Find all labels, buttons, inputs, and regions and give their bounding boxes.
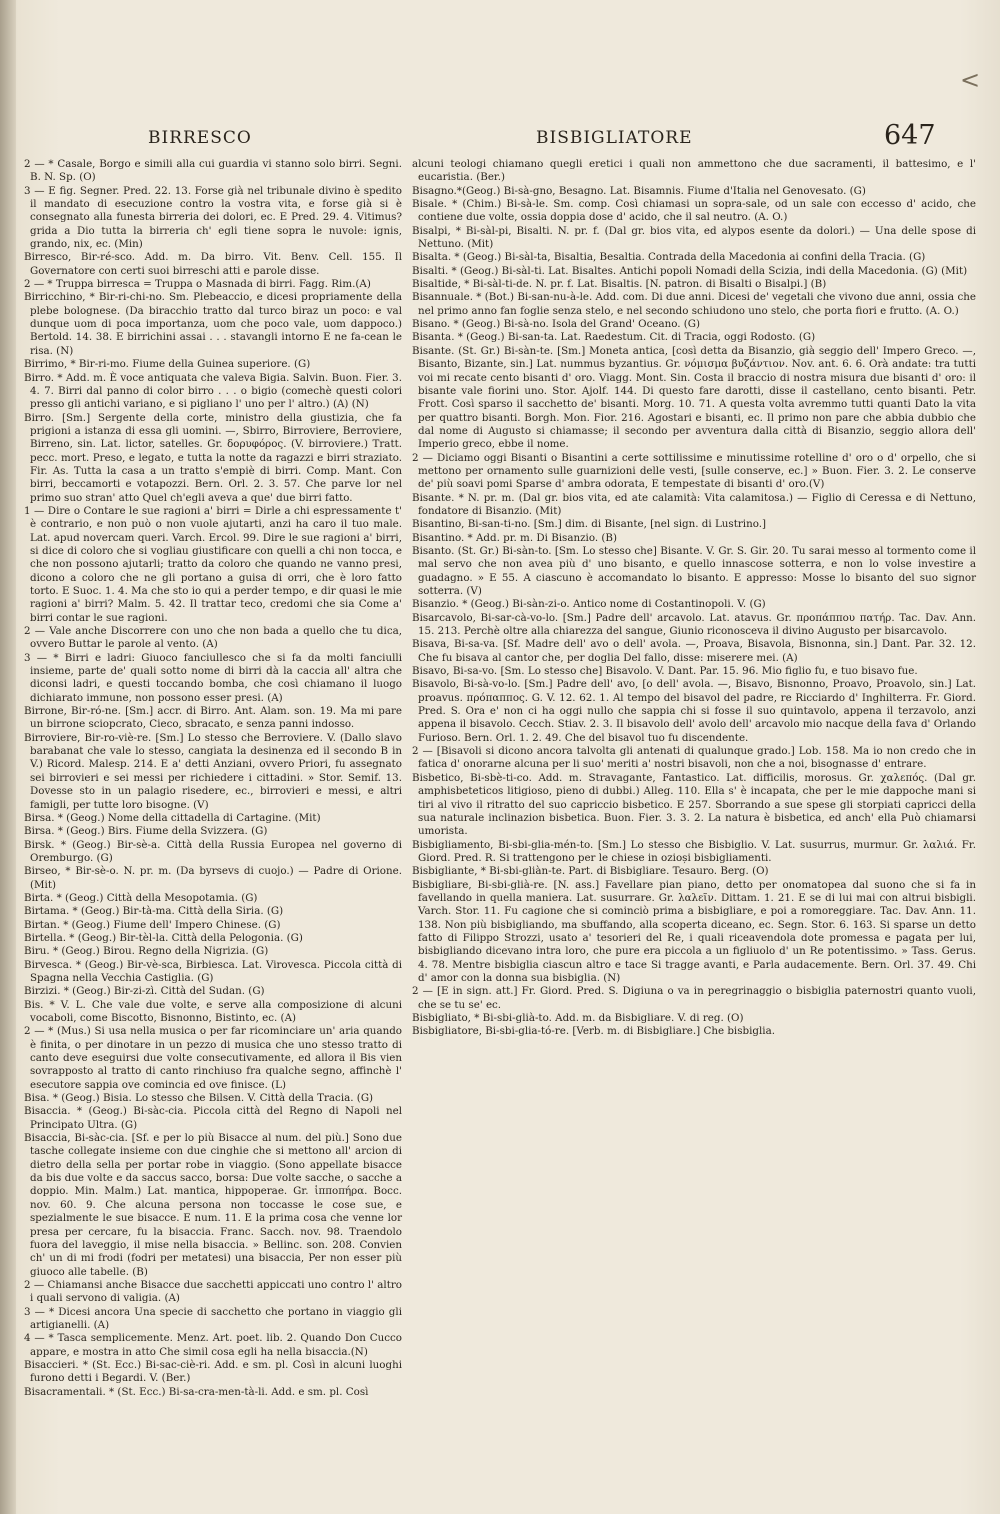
dictionary-entry: Birro. [Sm.] Sergente della corte, ministro della giustizia, che fa prigioni a istanza di essa gli uomini. —, Sbirro, Birroviere, Berroviere, Birreno, sin. Lat. lictor, satelles. Gr. δορυφόρος. (V. birroviere.) Tratt. pecc. mort. Preso, e legato, e tutta la notte da ragazzi e birri straziato. Fir. As. Tutta la casa a un tratto s'empiè di birri. Comp. Mant. Con birri, beccamorti e votapozzi. Bern. Orl. 2. 3. 57. Che parve lor nel primo suo stran' atto Quel ch'egli aveva a que' due birri fatto. bbox=[24, 411, 402, 504]
dictionary-entry: Bisaccia. * (Geog.) Bi-sàc-cia. Piccola città del Regno di Napoli nel Principato Ultra. (G) bbox=[24, 1105, 402, 1131]
dictionary-entry: 2 — Diciamo oggi Bisanti o Bisantini a certe sottilissime e minutissime rotelline d' oro o d' orpello, che si mettono per ornamento sulle guarnizioni delle vesti, [sulle conserve, ec.] » Buon. Fier. 3. 2. Le conserve de' più soavi pomi Sparse d' ambra odorata, E tempestate di bisanti d' oro.(V) bbox=[412, 451, 976, 491]
dictionary-entry: Bisbigliato, * Bi-sbi-glià-to. Add. m. da Bisbigliare. V. di reg. (O) bbox=[412, 1012, 744, 1024]
dictionary-entry: Bis. * V. L. Che vale due volte, e serve alla composizione di alcuni vocaboli, come Biscotto, Bisnonno, Bistinto, ec. (A) bbox=[24, 998, 402, 1024]
dictionary-entry: Bisale. * (Chim.) Bi-sà-le. Sm. comp. Così chiamasi un sopra-sale, od un sale con eccesso d' acido, che contiene due volte, ossia doppia dose d' acido, che il sal neutro. (A. O.) bbox=[412, 198, 976, 224]
dictionary-entry: Birvesca. * (Geog.) Bir-vè-sca, Birbiesca. Lat. Virovesca. Piccola città di Spagna nella Vecchia Castiglia. (G) bbox=[24, 958, 402, 984]
dictionary-entry: 2 — * Casale, Borgo e simili alla cui guardia vi stanno solo birri. Segni. B. N. Sp. (O) bbox=[24, 158, 402, 184]
dictionary-entry: 2 — * (Mus.) Si usa nella musica o per far ricominciare un' aria quando è finita, o per dinotare in un pezzo di musica che uno stesso tratto di canto deve eseguirsi due volte consecutivamente, ed allora il Bis vien sovrapposto al tratto di canto rinchiuso fra qualche segno, affinchè l' esecutore sappia ove comincia ed ove finisce. (L) bbox=[24, 1025, 402, 1091]
dictionary-entry: Bisbigliante, * Bi-sbi-gliàn-te. Part. di Bisbigliare. Tesauro. Berg. (O) bbox=[412, 865, 769, 878]
page-number: 647 bbox=[884, 120, 936, 151]
dictionary-entry: Bisacramentali. * (St. Ecc.) Bi-sa-cra-men-tà-li. Add. e sm. pl. Così bbox=[24, 1385, 369, 1398]
running-header bbox=[0, 120, 1000, 158]
dictionary-entry: alcuni teologi chiamano quegli eretici i quali non ammettono che due sacramenti, il battesimo, e l' eucaristia. (Ber.) bbox=[412, 158, 976, 184]
dictionary-entry: 2 — Chiamansi anche Bisacce due sacchetti appiccati uno contro l' altro i quali servono di valigia. (A) bbox=[24, 1278, 402, 1305]
dictionary-entry: Bisaltide, * Bi-sàl-ti-de. N. pr. f. Lat. Bisaltis. [N. patron. di Bisalti o Bisalpi.] (B) bbox=[412, 278, 827, 291]
dictionary-entry: Bisaccia, Bi-sàc-cia. [Sf. e per lo più Bisacce al num. del più.] Sono due tasche collegate insieme con due cinghie che si mettono all' arcion di dietro della sella per portar robe in viaggio. (Sono appellate bisacce da bis due volte e da saccus sacco, borsa: Due volte sacche, o sacche a doppio. Min. Malm.) Lat. mantica, hippoperae. Gr. ἱπποπήρα. Bocc. nov. 60. 9. Che alcuna persona non toccasse le cose sue, e spezialmente le sue bisacce. E num. 11. E la prima cosa che venne lor presa per cercare, fu la bisaccia. Franc. Sacch. nov. 98. Traendolo fuora del laveggio, il mise nella bisaccia. » Bellinc. son. 208. Convien ch' un di mi frodi (fodri per metatesi) una bisaccia, Per non esser più giuoco alle tabelle. (B) bbox=[24, 1132, 402, 1278]
dictionary-entry: 2 — * Truppa birresca = Truppa o Masnada di birri. Fagg. Rim.(A) bbox=[24, 278, 371, 291]
dictionary-entry: Bisanto. (St. Gr.) Bi-sàn-to. [Sm. Lo stesso che] Bisante. V. Gr. S. Gir. 20. Tu sarai messo al tormento come il mal servo che non avea più d' uno bisanto, e quello innascose sotterra, e non lo volse investire a guadagno. » E 55. A ciascuno è accomandato lo bisanto. E appresso: Mosse lo bisanto del suo signor sotterra. (V) bbox=[412, 544, 976, 597]
dictionary-entry: Bisantino, Bi-san-ti-no. [Sm.] dim. di Bisante, [nel sign. di Lustrino.] bbox=[412, 518, 767, 531]
dictionary-entry: Birrone, Bir-ró-ne. [Sm.] accr. di Birro. Ant. Alam. son. 19. Ma mi pare un birrone sciopcrato, Cieco, sbracato, e senza panni indosso. bbox=[24, 705, 402, 731]
running-head-right: BISBIGLIATORE bbox=[536, 128, 693, 148]
dictionary-entry: Bisante. (St. Gr.) Bi-sàn-te. [Sm.] Moneta antica, [così detta da Bisanzio, già seggio dell' Impero Greco. —, Bisanto, Bizante, sin.] Lat. nummus byzantius. Gr. νόμισμα βυζάντιον. Nov. ant. 6. 6. Orà andate: tra tutti voi mi recate cento bisanti d' oro. Viagg. Mont. Sin. Costa il braccio di nostra misura due bisanti d' oro: il bisante vale fiorini uno. Stor. Ajolf. 144. Di questo fare darotti, disse il castellano, cento bisanti. Petr. Frott. Così sparso il sacchetto de' bisanti. Morg. 10. 71. A questa volta avremmo tutti quanti Dato la vita per quattro bisanti. Borgh. Mon. Fior. 216. Agostari e bisanti, ec. Il primo non pare che abbia dubbio che dal nome di Augusto si chiamasse; il secondo per avventura dalla città di Bisanzio, seggio allora dell' Imperio greco, ebbe il nome. bbox=[412, 344, 976, 451]
binding-gutter bbox=[0, 0, 16, 1514]
dictionary-entry: Bisarcavolo, Bi-sar-cà-vo-lo. [Sm.] Padre dell' arcavolo. Lat. atavus. Gr. προπάππου πατήρ. Tac. Dav. Ann. 15. 213. Perchè oltre alla chiarezza del sangue, Giunio riconosceva il divino Augusto per bisarcavolo. bbox=[412, 611, 976, 638]
dictionary-entry: Bisalti. * (Geog.) Bi-sàl-ti. Lat. Bisaltes. Antichi popoli Nomadi della Scizia, indi della Macedonia. (G) (Mit) bbox=[412, 264, 968, 277]
dictionary-entry: Birroviere, Bir-ro-viè-re. [Sm.] Lo stesso che Berroviere. V. (Dallo slavo barabanat che vale lo stesso, cangiata la desinenza ed il secondo B in V.) Ricord. Malesp. 214. E a' detti Anziani, ovvero Priori, fu assegnato sei birrovieri e sei messi per richiedere i cittadini. » Stor. Semif. 13. Dovesse sto in un palagio risedere, ec., birrovieri e messi, e altri famigli, per tutte loro bisogne. (V) bbox=[24, 731, 402, 811]
dictionary-entry: Birtella. * (Geog.) Bir-tèl-la. Città della Pelogonia. (G) bbox=[24, 931, 303, 944]
dictionary-entry: Bisbigliamento, Bi-sbi-glia-mén-to. [Sm.] Lo stesso che Bisbiglio. V. Lat. susurrus, murmur. Gr. λαλιά. Fr. Giord. Pred. R. Si trattengono per le chiese in ozioși bisbigliamenti. bbox=[412, 838, 976, 864]
dictionary-entry: Bisanta. * (Geog.) Bi-san-ta. Lat. Raedestum. Cit. di Tracia, oggi Rodosto. (G) bbox=[412, 331, 816, 344]
dictionary-entry: Bisante. * N. pr. m. (Dal gr. bios vita, ed ate calamità: Vita calamitosa.) — Figlio di Ceressa e di Nettuno, fondatore di Bisanzio. (Mit) bbox=[412, 491, 976, 517]
dictionary-entry: 3 — * Dicesi ancora Una specie di sacchetto che portano in viaggio gli artigianelli. (A) bbox=[24, 1305, 402, 1331]
dictionary-entry: Bisavo, Bi-sa-vo. [Sm. Lo stesso che] Bisavolo. V. Dant. Par. 15. 96. Mio figlio fu, e tuo bisavo fue. bbox=[412, 665, 918, 678]
corner-mark: < bbox=[960, 66, 981, 94]
dictionary-entry: Birta. * (Geog.) Città della Mesopotamia. (G) bbox=[24, 891, 258, 904]
dictionary-entry: Bisavolo, Bi-sà-vo-lo. [Sm.] Padre dell' avo, [o dell' avola. —, Bisavo, Bisnonno, Proavo, Proavolo, sin.] Lat. proavus. πρόπαππος. G. V. 12. 62. 1. Al tempo del bisavol del padre, re Ricciardo d' Inghilterra. Fr. Giord. Pred. S. Ora e' non ci ha oggi nullo che sappia chi si fosse il suo quintavolo, appena il terzavolo, anzi appena il bisavolo. Cecch. Stiav. 2. 3. Il bisavolo dell' avolo dell' arcavolo mio nacque della fava d' Orlando Furioso. Bern. Orl. 1. 2. 49. Che del bisavol tuo fu discendente. bbox=[412, 678, 976, 744]
dictionary-entry: Bisalta. * (Geog.) Bi-sàl-ta, Bisaltia, Besaltia. Contrada della Macedonia ai confini della Tracia. (G) bbox=[412, 251, 926, 264]
dictionary-entry: Birsk. * (Geog.) Bir-sè-a. Città della Russia Europea nel governo di Oremburgo. (G) bbox=[24, 838, 402, 864]
dictionary-entry: Bisano. * (Geog.) Bi-sà-no. Isola del Grand' Oceano. (G) bbox=[412, 318, 701, 331]
dictionary-entry: Bisagno.*(Geog.) Bi-sà-gno, Besagno. Lat. Bisamnis. Fiume d'Italia nel Genovesato. (G) bbox=[412, 184, 866, 197]
dictionary-entry: Bisantino. * Add. pr. m. Di Bisanzio. (B) bbox=[412, 531, 617, 544]
dictionary-entry: Bisbigliare, Bi-sbi-glià-re. [N. ass.] Favellare pian piano, detto per onomatopea dal suono che si fa in favellando in quella maniera. Lat. susurrare. Gr. λαλεῖν. Dittam. 1. 21. E se di lui mai con altrui bisbigli. Varch. Stor. 11. Fu cagione che si cominciò prima a bisbigliare, e poi a romoreggiare. Tac. Dav. Ann. 11. 138. Non più bisbigliando, ma sbuffando, alla scoperta diceano, ec. Segn. Stor. 6. 163. Si sparse un detto fatto di Filippo Strozzi, usato a' tesorieri del Re, i quali riceavendola dote promessa e pagata per lui, bisbigliando dicevano intra loro, che pure era piccola a un figliuolo d' un Re potentissimo. » Tass. Gerus. 4. 78. Mentre bisbiglia ciascun altro e tace Si tragge avanti, e Parla audacemente. Bern. Orl. 37. 49. Chi d' amor con la donna sua bisbiglia. (N) bbox=[412, 878, 976, 984]
dictionary-entry: 2 — [E in sign. att.] Fr. Giord. Pred. S. Digiuna o va in peregrinaggio o bisbiglia paternostri quanto vuoli, che se tu se' ec. bbox=[412, 985, 976, 1011]
dictionary-entry: Birsa. * (Geog.) Nome della cittadella di Cartagine. (Mit) bbox=[24, 811, 321, 824]
dictionary-entry: 2 — [Bisavoli si dicono ancora talvolta gli antenati di qualunque grado.] Lob. 158. Ma io non credo che in fatica d' onorarne alcuna per li suo' meriti a' nostri bisavoli, non che a noi, bisognasse d' entrare. bbox=[412, 745, 976, 771]
dictionary-entry: Birtama. * (Geog.) Bir-tà-ma. Città della Siria. (G) bbox=[24, 905, 284, 918]
dictionary-entry: Birro. * Add. m. È voce antiquata che valeva Bigia. Salvin. Buon. Fier. 3. 4. 7. Birri dal panno di color birro . . . o bigio (comechè questi colori presso gli antichi variano, e si pigliano l' uno per l' altro.) (A) (N) bbox=[24, 371, 402, 411]
dictionary-entry: Birseo, * Bir-sè-o. N. pr. m. (Da byrsevs di cuojo.) — Padre di Orione. (Mit) bbox=[24, 865, 402, 891]
dictionary-entry: Bisannuale. * (Bot.) Bi-san-nu-à-le. Add. com. Di due anni. Dicesi de' vegetali che vivono due anni, ossia che nel primo anno fan foglie senza stelo, e nel secondo schiudono uno stelo, che porta fiori e frutto. (A. O.) bbox=[412, 291, 976, 317]
dictionary-entry: Bisaccieri. * (St. Ecc.) Bi-sac-ciè-ri. Add. e sm. pl. Così in alcuni luoghi furono detti i Begardi. V. (Ber.) bbox=[24, 1358, 402, 1385]
dictionary-entry: Biru. * (Geog.) Birou. Regno della Nigrizia. (G) bbox=[24, 945, 269, 958]
dictionary-entry: Bisbetico, Bi-sbè-ti-co. Add. m. Stravagante, Fantastico. Lat. difficilis, morosus. Gr. χαλεπός. (Dal gr. amphisbeteticos litigioso, pieno di dubbi.) Alleg. 110. Ella s' è incapata, che per le mie dappoche mani si tiri al vivo il ritratto del suo capriccio bisbetico. E 257. Sborrando a sue spese gli storpiati capricci della sua naturale inclinazion bisbetica. Buon. Fier. 3. 3. 2. La natura è bisbetica, ed anch' ella Può chiamarsi umorista. bbox=[412, 771, 976, 838]
dictionary-entry: Bisalpi, * Bi-sàl-pi, Bisalti. N. pr. f. (Dal gr. bios vita, ed alypos esente da dolori.) — Una delle spose di Nettuno. (Mit) bbox=[412, 224, 976, 251]
dictionary-entry: Bisa. * (Geog.) Bisia. Lo stesso che Bilsen. V. Città della Tracia. (G) bbox=[24, 1092, 374, 1105]
running-head-left: BIRRESCO bbox=[148, 128, 252, 148]
dictionary-entry: Birresco, Bir-ré-sco. Add. m. Da birro. Vit. Benv. Cell. 155. Il Governatore con certi suoi birreschi atti e parole disse. bbox=[24, 251, 402, 277]
dictionary-entry: 2 — Vale anche Discorrere con uno che non bada a quello che tu dica, ovvero Buttar le parole al vento. (A) bbox=[24, 625, 402, 651]
dictionary-entry: 3 — E fig. Segner. Pred. 22. 13. Forse già nel tribunale divino è spedito il mandato di esecuzione contro la vostra vita, e forse già si è consegnato alla funesta birreria dei dolori, ec. E Pred. 29. 4. Vitimus? grida a Dio tutta la birreria ch' egli tiene sopra le nuvole: ignis, grando, nix, ec. (Min) bbox=[24, 184, 402, 251]
dictionary-entry: Bisbigliatore, Bi-sbi-glia-tó-re. [Verb. m. di Bisbigliare.] Che bisbiglia. bbox=[412, 1025, 775, 1038]
dictionary-entry: Birzizi. * (Geog.) Bir-zi-zì. Città del Sudan. (G) bbox=[24, 985, 265, 998]
dictionary-entry: 1 — Dire o Contare le sue ragioni a' birri = Dirle a chi espressamente t' è contrario, e non può o non vuole ajutarti, anzi ha caro il tuo male. Lat. apud novercam queri. Varch. Ercol. 99. Dire le sue ragioni a' birri, si dice di coloro che si vogliau giustificare con quelli a chi non tocca, e che non possono ajutarli; tratto da coloro che quando ne vanno presi, dicono a coloro che ne gli portano a guisa di orri, che è loro fatto torto. E Suoc. 1. 4. Ma che sto io qui a perder tempo, e dir quasi le mie ragioni a' birri? Malm. 5. 42. Il trattar teco, credomi che sia Come a' birri contar le sue ragioni. bbox=[24, 504, 403, 624]
right-column bbox=[412, 158, 976, 1039]
dictionary-entry: 4 — * Tasca semplicemente. Menz. Art. poet. lib. 2. Quando Don Cucco appare, e mostra in atto Che simil cosa egli ha nella bisaccia.(N) bbox=[24, 1332, 402, 1358]
dictionary-entry: 3 — * Birri e ladri: Giuoco fanciullesco che si fa da molti fanciulli insieme, parte de' quali sotto nome di birri dà la caccia all' altra che diconsi ladri, e questi toccando bomba, che così chiamano il luogo dichiarato immune, non possono esser presi. (A) bbox=[24, 651, 402, 704]
dictionary-entry: Bisava, Bi-sa-va. [Sf. Madre dell' avo o dell' avola. —, Proava, Bisavola, Bisnonna, sin.] Dant. Par. 32. 12. Che fu bisava al cantor che, per doglia Del fallo, disse: miserere mei. (A) bbox=[412, 638, 976, 664]
dictionary-entry: Birtan. * (Geog.) Fiume dell' Impero Chinese. (G) bbox=[24, 918, 281, 931]
dictionary-entry: Birrimo, * Bir-ri-mo. Fiume della Guinea superiore. (G) bbox=[24, 358, 311, 371]
dictionary-entry: Birsa. * (Geog.) Birs. Fiume della Svizzera. (G) bbox=[24, 825, 268, 838]
dictionary-entry: Bisanzio. * (Geog.) Bi-sàn-zi-o. Antico nome di Costantinopoli. V. (G) bbox=[412, 598, 766, 611]
left-column bbox=[24, 158, 402, 1399]
dictionary-entry: Birricchino, * Bir-ri-chi-no. Sm. Plebeaccio, e dicesi propriamente della plebe bolognese. (Da biracchio tratto dal turco biraz un poco: e val dunque uom di poca importanza, uom che poco vale, uom dappoco.) Bertold. 14. 38. E birrichini assai . . . stavangli intorno E ne fa-cean le risa. (N) bbox=[24, 291, 402, 357]
